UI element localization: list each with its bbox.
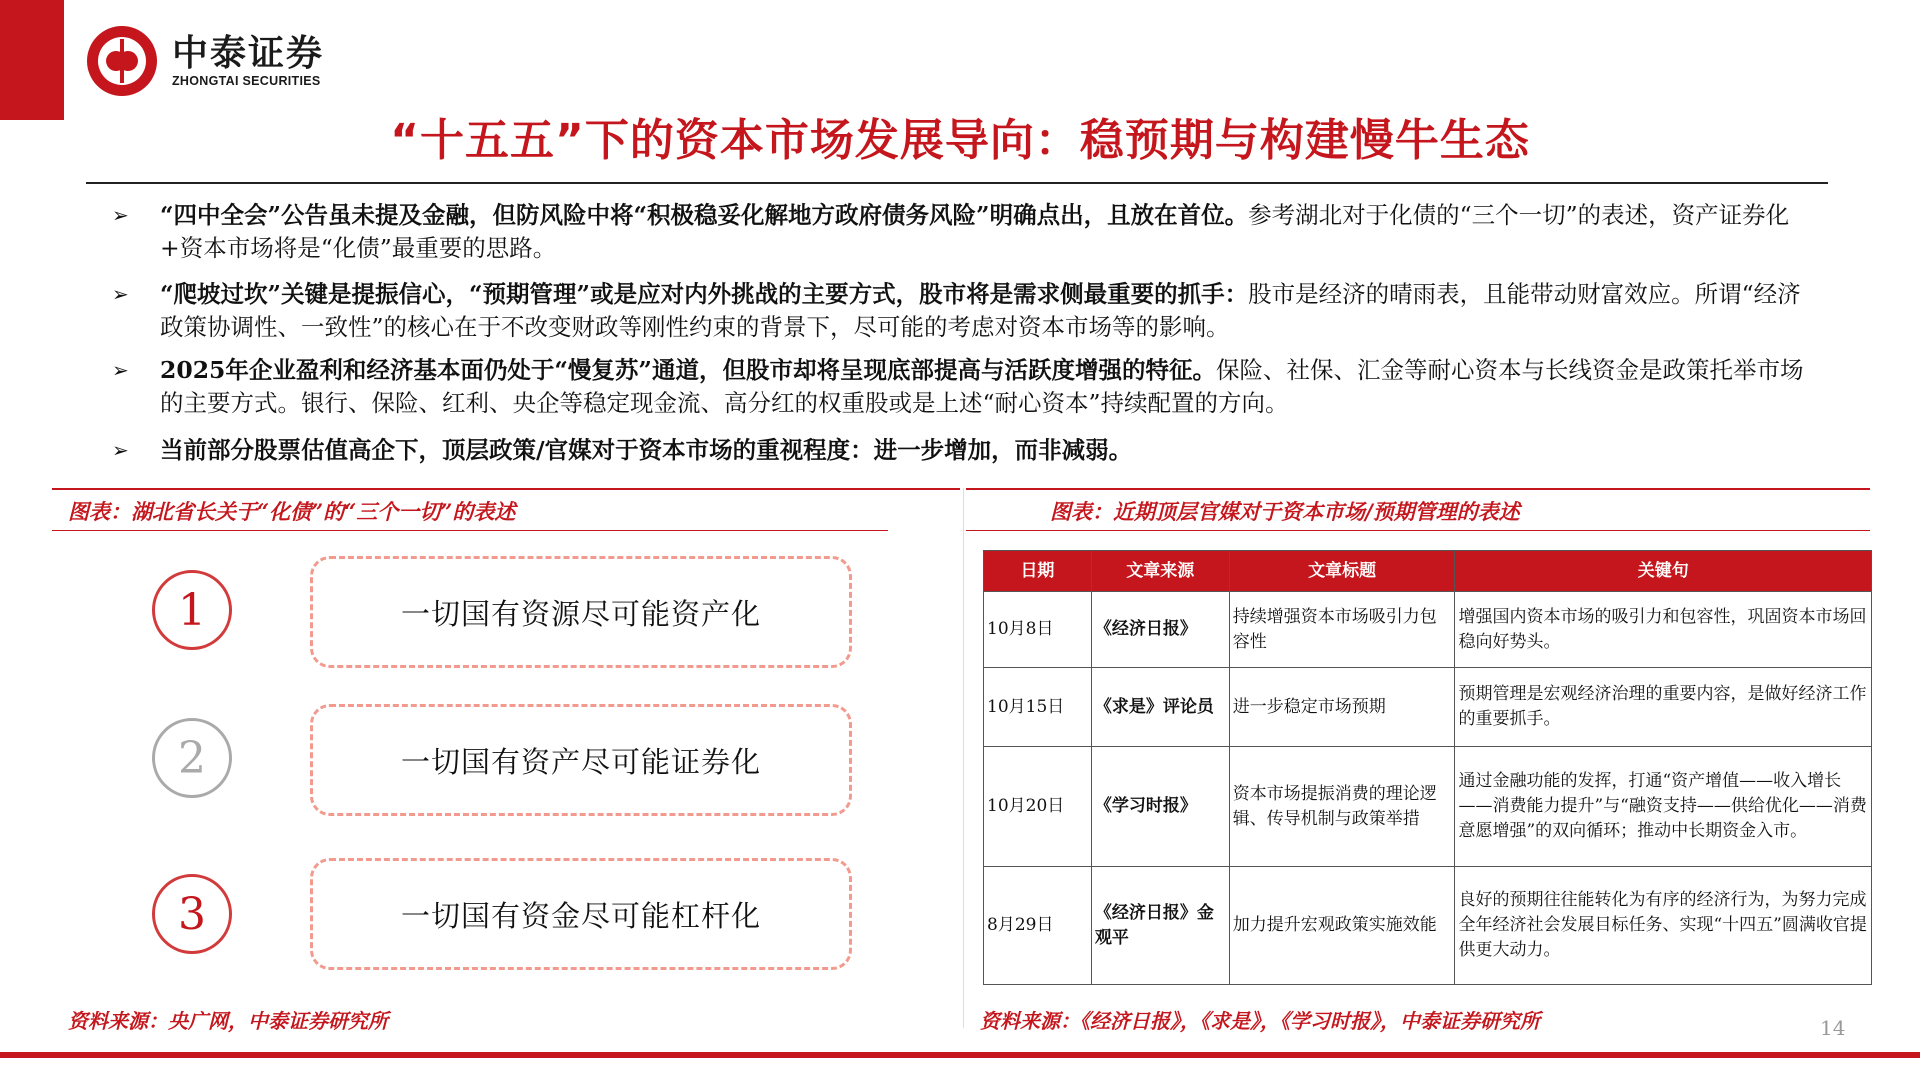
title-divider bbox=[86, 182, 1828, 184]
column-header-key-sentence: 关键句 bbox=[1455, 551, 1872, 592]
column-header-title: 文章标题 bbox=[1229, 551, 1455, 592]
bullet-text: 保险、社保、汇金等耐心资本与长线资金是政策托举市场的主要方式。银行、保险、红利、央企等稳定现金流、高分红的权重股或是上述“耐心资本”持续配置的方向。 bbox=[160, 356, 1804, 417]
bullet-point-2 bbox=[112, 278, 1822, 344]
number-circle-1: 1 bbox=[152, 570, 232, 650]
bullet-text: 参考湖北对于化债的“三个一切”的表述，资产证券化+资本市场将是“化债”最重要的思路。 bbox=[160, 201, 1790, 262]
cell-key-sentence: 预期管理是宏观经济治理的重要内容，是做好经济工作的重要抓手。 bbox=[1455, 668, 1872, 747]
bullet-point-4 bbox=[112, 434, 1822, 467]
bullet-bold-text: “四中全会”公告虽未提及金融，但防风险中将“积极稳妥化解地方政府债务风险”明确点出，且放在首位。 bbox=[160, 201, 1249, 229]
left-caption-rule bbox=[52, 530, 888, 531]
number-circle-2: 2 bbox=[152, 718, 232, 798]
cell-source: 《经济日报》金观平 bbox=[1091, 867, 1229, 985]
table-row bbox=[984, 747, 1872, 867]
column-header-date: 日期 bbox=[984, 551, 1092, 592]
table-row bbox=[984, 867, 1872, 985]
logo-mark-icon bbox=[84, 23, 160, 99]
cell-date: 8月29日 bbox=[984, 867, 1092, 985]
cell-key-sentence: 良好的预期往往能转化为有序的经济行为，为努力完成全年经济社会发展目标任务、实现“十四五”圆满收官提供更大动力。 bbox=[1455, 867, 1872, 985]
bullet-text: 股市是经济的晴雨表，且能带动财富效应。所谓“经济政策协调性、一致性”的核心在于不改变财政等刚性约束的背景下，尽可能的考虑对资本市场等的影响。 bbox=[160, 280, 1801, 341]
cell-date: 10月15日 bbox=[984, 668, 1092, 747]
cell-title: 持续增强资本市场吸引力包容性 bbox=[1229, 592, 1455, 668]
company-logo bbox=[84, 26, 324, 96]
principle-box-3: 一切国有资金尽可能杠杆化 bbox=[310, 858, 852, 970]
right-caption-rule bbox=[966, 530, 1870, 531]
right-source-note: 资料来源：《经济日报》，《求是》，《学习时报》，中泰证券研究所 bbox=[980, 1009, 1540, 1033]
bullet-arrow-icon: ➢ bbox=[112, 358, 129, 382]
logo-english-name: ZHONGTAI SECURITIES bbox=[172, 74, 321, 88]
cell-title: 资本市场提振消费的理论逻辑、传导机制与政策举措 bbox=[1229, 747, 1455, 867]
bullet-arrow-icon: ➢ bbox=[112, 438, 129, 462]
table-header-row bbox=[984, 551, 1872, 592]
footer-bar bbox=[0, 1052, 1920, 1058]
panel-separator bbox=[963, 488, 964, 1028]
cell-date: 10月8日 bbox=[984, 592, 1092, 668]
cell-source: 《经济日报》 bbox=[1091, 592, 1229, 668]
cell-date: 10月20日 bbox=[984, 747, 1092, 867]
bullet-bold-text: “爬坡过坎”关键是提振信心，“预期管理”或是应对内外挑战的主要方式，股市将是需求侧最重要的抓手： bbox=[160, 280, 1249, 308]
column-header-source: 文章来源 bbox=[1091, 551, 1229, 592]
bullet-point-3 bbox=[112, 354, 1822, 420]
left-chart-caption: 图表：湖北省长关于“化债”的“三个一切”的表述 bbox=[68, 499, 516, 524]
page-number: 14 bbox=[1820, 1016, 1846, 1040]
section-divider-right bbox=[966, 488, 1870, 490]
table-row bbox=[984, 592, 1872, 668]
number-circle-3: 3 bbox=[152, 874, 232, 954]
bullet-arrow-icon: ➢ bbox=[112, 282, 129, 306]
principle-box-1: 一切国有资源尽可能资产化 bbox=[310, 556, 852, 668]
cell-key-sentence: 通过金融功能的发挥，打通“资产增值——收入增长——消费能力提升”与“融资支持——供给优化——消费意愿增强”的双向循环；推动中长期资金入市。 bbox=[1455, 747, 1872, 867]
cell-title: 加力提升宏观政策实施效能 bbox=[1229, 867, 1455, 985]
table-row bbox=[984, 668, 1872, 747]
principle-box-2: 一切国有资产尽可能证券化 bbox=[310, 704, 852, 816]
bullet-arrow-icon: ➢ bbox=[112, 203, 129, 227]
cell-key-sentence: 增强国内资本市场的吸引力和包容性，巩固资本市场回稳向好势头。 bbox=[1455, 592, 1872, 668]
left-source-note: 资料来源：央广网，中泰证券研究所 bbox=[68, 1009, 388, 1033]
bullet-bold-text: 当前部分股票估值高企下，顶层政策/官媒对于资本市场的重视程度：进一步增加，而非减弱。 bbox=[160, 436, 1133, 464]
cell-source: 《求是》评论员 bbox=[1091, 668, 1229, 747]
brand-color-bar bbox=[0, 0, 64, 120]
logo-chinese-name: 中泰证券 bbox=[172, 33, 325, 74]
media-statements-table bbox=[983, 550, 1872, 985]
cell-source: 《学习时报》 bbox=[1091, 747, 1229, 867]
bullet-point-1 bbox=[112, 199, 1822, 265]
right-chart-caption: 图表：近期顶层官媒对于资本市场/预期管理的表述 bbox=[1050, 499, 1520, 524]
cell-title: 进一步稳定市场预期 bbox=[1229, 668, 1455, 747]
bullet-bold-text: 2025年企业盈利和经济基本面仍处于“慢复苏”通道，但股市却将呈现底部提高与活跃度增强的特征。 bbox=[160, 356, 1216, 384]
page-title: “十五五”下的资本市场发展导向：稳预期与构建慢牛生态 bbox=[390, 115, 1530, 166]
section-divider-left bbox=[52, 488, 960, 490]
